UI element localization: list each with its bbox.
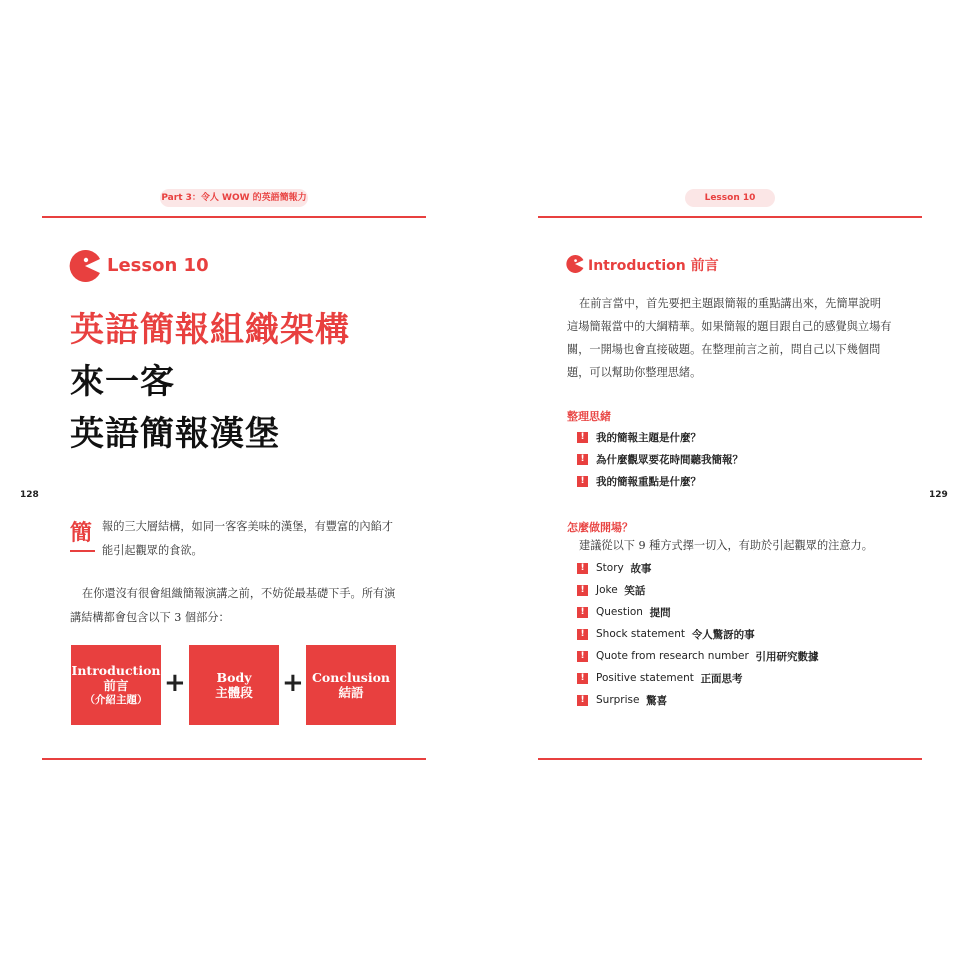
bottom-rule-left	[42, 758, 426, 760]
question-text: 我的簡報重點是什麼？	[596, 475, 701, 488]
intro-line-2: 能引起觀眾的食欲。	[102, 544, 203, 557]
intro-para-line-4: 題，可以幫助你整理思緒。	[567, 366, 702, 379]
method-zh: 故事	[630, 562, 652, 575]
list-item	[577, 557, 818, 579]
header-pill-left: Part 3：令人 WOW 的英語簡報力	[160, 189, 308, 207]
introduction-box-zh: 前言	[103, 677, 129, 693]
plus-sign-1: +	[164, 668, 186, 698]
method-en: Joke	[596, 584, 618, 596]
subhead-organize-thoughts: 整理思緒	[567, 410, 611, 423]
list-item	[577, 470, 743, 492]
exclamation-icon: !	[577, 673, 588, 684]
body-box	[189, 645, 279, 725]
method-en: Positive statement	[596, 672, 694, 684]
intro-line-1: 報的三大層結構，如同一客客美味的漢堡，有豐富的內餡才	[102, 520, 393, 533]
method-list	[577, 557, 818, 711]
list-item	[577, 448, 743, 470]
method-en: Quote from research number	[596, 650, 749, 662]
question-text: 為什麼觀眾要花時間聽我簡報？	[596, 453, 743, 466]
opening-intro: 建議從以下 9 種方式擇一切入，有助於引起觀眾的注意力。	[579, 539, 873, 552]
para2-line-2: 講結構都會包含以下 3 個部分：	[70, 611, 230, 624]
list-item	[577, 426, 743, 448]
exclamation-icon: !	[577, 454, 588, 465]
question-text: 我的簡報主題是什麼？	[596, 431, 701, 444]
exclamation-icon: !	[577, 629, 588, 640]
introduction-box-title: Introduction	[71, 662, 161, 678]
method-zh: 正面思考	[700, 672, 743, 685]
top-rule-left	[42, 216, 426, 218]
header-pill-right: Lesson 10	[685, 189, 775, 207]
section-title: Introduction 前言	[588, 258, 719, 274]
list-item	[577, 667, 818, 689]
bottom-rule-right	[538, 758, 922, 760]
list-item	[577, 689, 818, 711]
page-number-left: 128	[20, 490, 39, 500]
method-zh: 引用研究數據	[755, 650, 819, 663]
method-en: Surprise	[596, 694, 640, 706]
list-item	[577, 645, 818, 667]
exclamation-icon: !	[577, 651, 588, 662]
method-en: Story	[596, 562, 624, 574]
introduction-box-note: （介紹主題）	[84, 693, 148, 706]
title-line-2: 來一客	[70, 362, 175, 402]
title-line-1: 英語簡報組織架構	[70, 310, 350, 350]
introduction-box	[71, 645, 161, 725]
method-zh: 笑話	[624, 584, 646, 597]
intro-para-line-2: 這場簡報當中的大綱精華。如果簡報的題目跟自己的感覺與立場有	[567, 320, 892, 333]
top-rule-right	[538, 216, 922, 218]
drop-cap-underline	[70, 550, 95, 552]
method-zh: 提問	[649, 606, 671, 619]
list-item	[577, 623, 818, 645]
exclamation-icon: !	[577, 585, 588, 596]
conclusion-box-title: Conclusion	[311, 670, 391, 685]
body-box-title: Body	[216, 670, 252, 685]
exclamation-icon: !	[577, 695, 588, 706]
plus-sign-2: +	[282, 668, 304, 698]
para2-line-1: 在你還沒有很會組織簡報演講之前，不妨從最基礎下手。所有演	[82, 587, 396, 600]
exclamation-icon: !	[577, 476, 588, 487]
body-box-zh: 主體段	[215, 685, 253, 700]
drop-cap: 簡	[70, 521, 93, 546]
lesson-label: Lesson 10	[107, 255, 209, 276]
exclamation-icon: !	[577, 607, 588, 618]
intro-para-line-3: 關，一開場也會直接破題。在整理前言之前，問自己以下幾個問	[567, 343, 881, 356]
list-item	[577, 601, 818, 623]
subhead-how-to-open: 怎麼做開場？	[567, 521, 633, 534]
lesson-badge-icon	[69, 250, 101, 282]
list-item	[577, 579, 818, 601]
method-en: Shock statement	[596, 628, 685, 640]
method-zh: 令人驚訝的事	[691, 628, 755, 641]
page-number-right: 129	[929, 490, 948, 500]
exclamation-icon: !	[577, 563, 588, 574]
conclusion-box-zh: 結語	[338, 685, 364, 700]
section-badge-icon	[566, 255, 584, 273]
intro-para-line-1: 在前言當中，首先要把主題跟簡報的重點講出來，先簡單說明	[579, 297, 882, 310]
exclamation-icon: !	[577, 432, 588, 443]
method-zh: 驚喜	[646, 694, 668, 707]
title-line-3: 英語簡報漢堡	[70, 414, 280, 454]
question-list	[577, 426, 743, 492]
conclusion-box	[306, 645, 396, 725]
method-en: Question	[596, 606, 643, 618]
